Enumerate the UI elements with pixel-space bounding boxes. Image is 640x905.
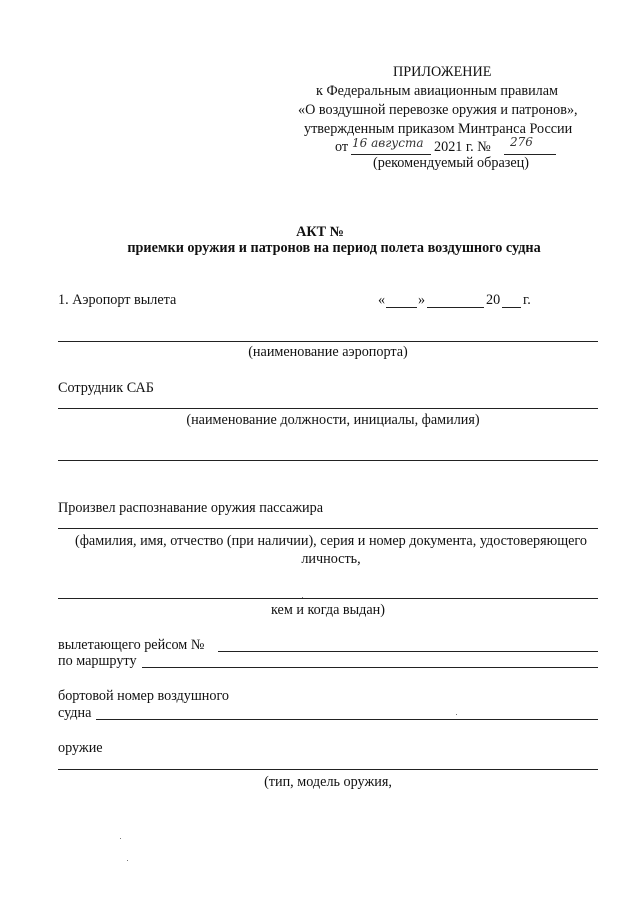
appendix-title: ПРИЛОЖЕНИЕ [393, 64, 492, 80]
aircraft-number-field[interactable] [96, 719, 598, 720]
date-close-quote: » [418, 292, 426, 308]
flight-number-field[interactable] [218, 651, 598, 652]
airport-label: 1. Аэропорт вылета [58, 292, 177, 308]
date-month-field[interactable] [427, 307, 484, 308]
appendix-line-2: «О воздушной перевозке оружия и патронов», [298, 102, 578, 118]
date-year-field[interactable] [502, 307, 521, 308]
flight-label: вылетающего рейсом № [58, 637, 205, 653]
appendix-line-3: утвержденным приказом Минтранса России [304, 121, 573, 137]
route-field[interactable] [142, 667, 598, 668]
airport-caption: (наименование аэропорта) [248, 344, 408, 360]
sab-employee-field[interactable] [58, 408, 598, 409]
weapon-field[interactable] [58, 769, 598, 770]
date-year-suffix: г. [523, 292, 531, 308]
sab-employee-field-2[interactable] [58, 460, 598, 461]
passenger-caption-2: личность, [301, 551, 361, 567]
recommended-sample-note: (рекомендуемый образец) [373, 155, 529, 171]
aircraft-label-1: бортовой номер воздушного [58, 688, 230, 704]
passenger-caption-1: (фамилия, имя, отчество (при наличии), серия и номер документа, удостоверяющего [75, 533, 587, 549]
passenger-field[interactable] [58, 528, 598, 529]
sab-label: Сотрудник САБ [58, 380, 154, 396]
scan-speck [456, 714, 457, 715]
act-title: АКТ № [296, 224, 344, 240]
order-year-number-label: 2021 г. № [434, 139, 491, 155]
date-day-field[interactable] [386, 307, 417, 308]
date-open-quote: « [378, 292, 386, 308]
aircraft-label-2: судна [58, 705, 92, 721]
sab-caption: (наименование должности, инициалы, фамилия) [186, 412, 480, 428]
recognition-label: Произвел распознавание оружия пассажира [58, 500, 323, 516]
date-year-prefix: 20 [486, 292, 501, 308]
document-issued-field[interactable] [58, 598, 598, 599]
order-number-handwritten: 276 [510, 135, 533, 149]
act-subtitle: приемки оружия и патронов на период полета воздушного судна [127, 240, 541, 256]
weapon-label: оружие [58, 740, 103, 756]
weapon-caption: (тип, модель оружия, [264, 774, 392, 790]
airport-name-field[interactable] [58, 341, 598, 342]
scan-speck [302, 597, 303, 598]
order-date-handwritten: 16 августа [352, 136, 424, 150]
scan-speck [127, 860, 128, 861]
issued-caption: кем и когда выдан) [270, 602, 385, 618]
appendix-line-1: к Федеральным авиационным правилам [316, 83, 559, 99]
route-label: по маршруту [58, 653, 137, 669]
order-date-prefix: от [335, 139, 349, 155]
scan-speck [120, 838, 121, 839]
